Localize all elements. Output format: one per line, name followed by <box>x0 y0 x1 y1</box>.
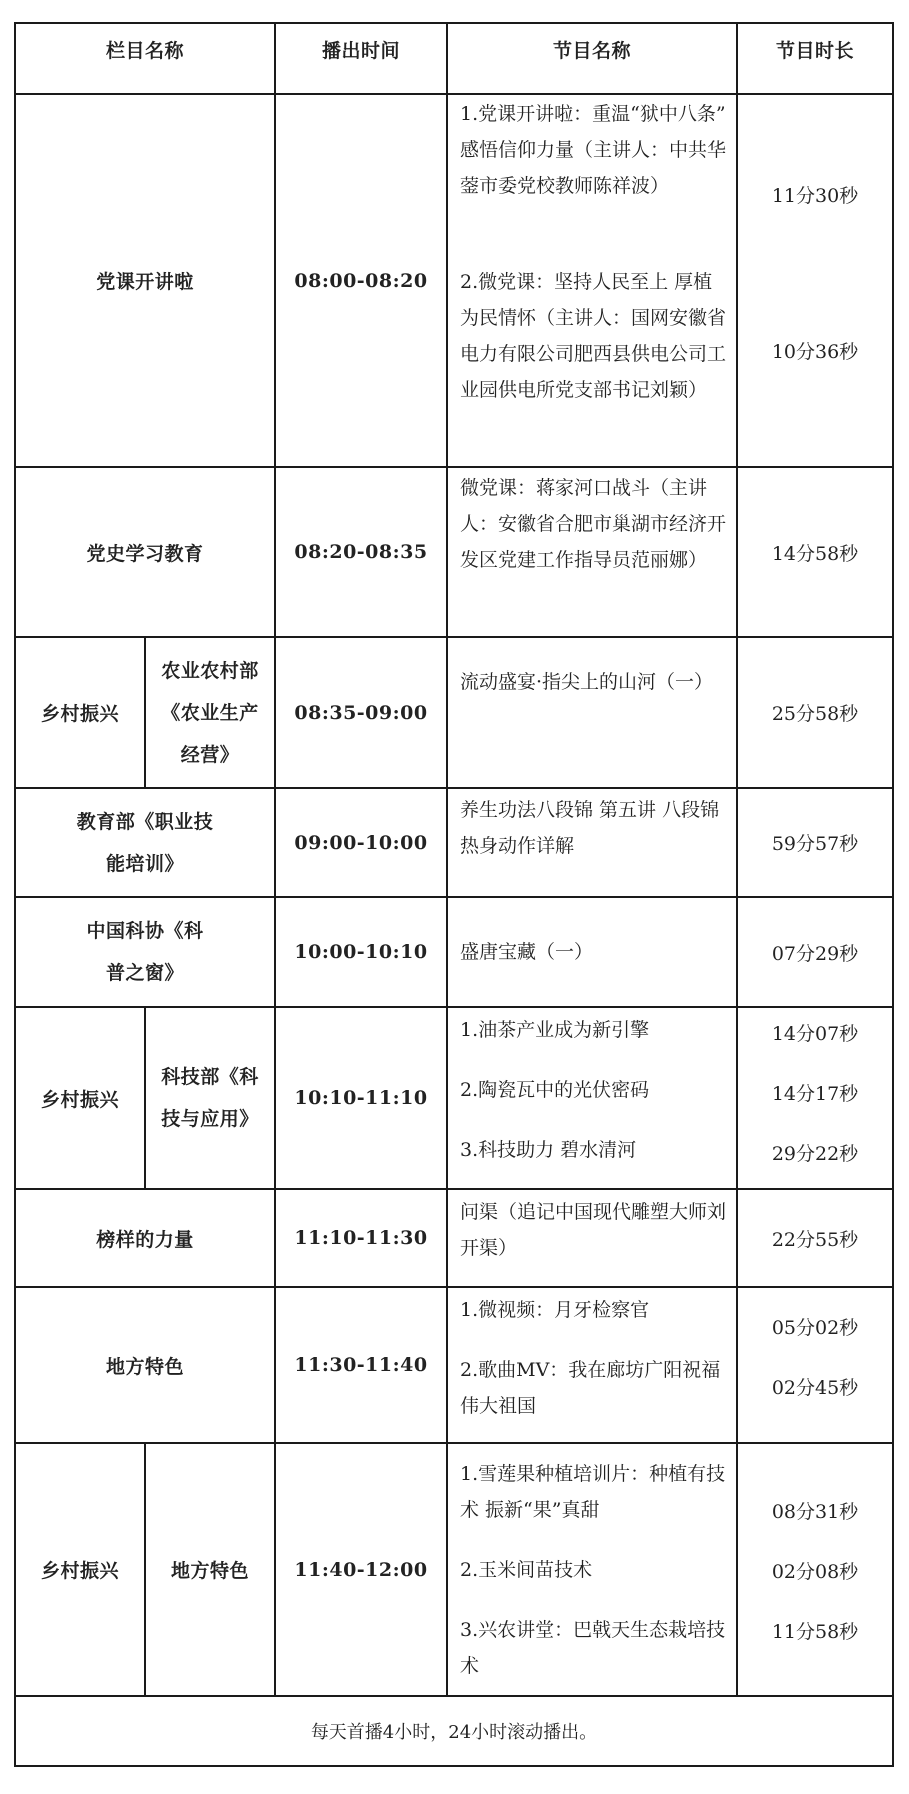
row-column: 地方特色 <box>105 1355 184 1378</box>
row-column: 教育部《职业技能培训》 <box>76 810 214 875</box>
row-time: 08:00-08:20 <box>294 269 428 292</box>
program-item: 2.歌曲MV：我在廊坊广阳祝福伟大祖国 <box>460 1359 721 1417</box>
duration-item: 11分30秒 <box>771 185 859 207</box>
footer-note: 每天首播4小时，24小时滚动播出。 <box>310 1722 598 1743</box>
row-subcolumn: 科技部《科技与应用》 <box>161 1066 259 1130</box>
program-item: 1.党课开讲啦：重温“狱中八条” 感悟信仰力量（主讲人：中共华蓥市委党校教师陈祥波） <box>460 103 727 197</box>
program-item: 3.兴农讲堂：巴戟天生态栽培技术 <box>460 1619 726 1677</box>
header-duration: 节目时长 <box>775 39 854 62</box>
table-border-bottom <box>14 1765 894 1767</box>
row-subcolumn: 地方特色 <box>170 1560 249 1582</box>
row-subcolumn: 农业农村部《农业生产经营》 <box>161 659 259 766</box>
row-time: 10:10-11:10 <box>294 1087 428 1109</box>
row-column: 乡村振兴 <box>40 703 119 725</box>
program-item: 养生功法八段锦 第五讲 八段锦热身动作详解 <box>460 799 720 857</box>
row-time: 08:35-09:00 <box>294 701 428 724</box>
row-column: 乡村振兴 <box>40 1088 119 1111</box>
duration-item: 59分57秒 <box>771 833 859 855</box>
duration-item: 14分17秒 <box>771 1083 859 1105</box>
row-time: 11:40-12:00 <box>294 1558 428 1581</box>
program-item: 1.雪莲果种植培训片：种植有技术 振新“果”真甜 <box>460 1463 726 1521</box>
duration-item: 05分02秒 <box>771 1317 859 1339</box>
duration-item: 07分29秒 <box>771 942 859 965</box>
row-time: 09:00-10:00 <box>294 831 428 854</box>
program-item: 盛唐宝藏（一） <box>460 941 594 963</box>
duration-item: 14分58秒 <box>771 542 859 565</box>
duration-item: 02分08秒 <box>771 1561 859 1583</box>
program-item: 1.微视频：月牙检察官 <box>460 1299 650 1321</box>
program-item: 3.科技助力 碧水清河 <box>460 1139 637 1161</box>
row-time: 08:20-08:35 <box>294 541 428 563</box>
row-time: 11:10-11:30 <box>294 1227 428 1249</box>
program-item: 1.油茶产业成为新引擎 <box>460 1019 650 1041</box>
duration-item: 14分07秒 <box>771 1023 859 1045</box>
duration-item: 10分36秒 <box>771 341 859 363</box>
program-item: 2.玉米间苗技术 <box>460 1559 593 1581</box>
row-time: 11:30-11:40 <box>294 1354 428 1376</box>
duration-item: 25分58秒 <box>771 703 859 725</box>
header-program: 节目名称 <box>552 39 631 62</box>
table-border-right <box>892 22 894 1767</box>
duration-item: 02分45秒 <box>771 1377 859 1399</box>
col-divider <box>446 22 448 1697</box>
program-item: 2.微党课：坚持人民至上 厚植为民情怀（主讲人：国网安徽省电力有限公司肥西县供电公司工业园供电所党支部书记刘颖） <box>460 271 727 401</box>
duration-item: 11分58秒 <box>771 1621 859 1643</box>
duration-item: 22分55秒 <box>771 1228 859 1251</box>
program-item: 流动盛宴·指尖上的山河（一） <box>460 671 714 693</box>
duration-item: 08分31秒 <box>771 1501 859 1523</box>
program-item: 问渠（追记中国现代雕塑大师刘开渠） <box>460 1201 727 1259</box>
header-time: 播出时间 <box>321 39 400 62</box>
header-column: 栏目名称 <box>105 39 184 62</box>
duration-item: 29分22秒 <box>771 1143 859 1165</box>
program-item: 微党课：蒋家河口战斗（主讲人：安徽省合肥市巢湖市经济开发区党建工作指导员范丽娜） <box>460 477 727 571</box>
row-column: 乡村振兴 <box>40 1560 119 1582</box>
row-column: 党史学习教育 <box>86 542 204 565</box>
row-time: 10:00-10:10 <box>294 941 428 963</box>
row-column: 榜样的力量 <box>96 1228 194 1251</box>
row-column: 中国科协《科普之窗》 <box>86 920 204 984</box>
program-item: 2.陶瓷瓦中的光伏密码 <box>460 1079 650 1101</box>
row-column: 党课开讲啦 <box>96 271 194 293</box>
